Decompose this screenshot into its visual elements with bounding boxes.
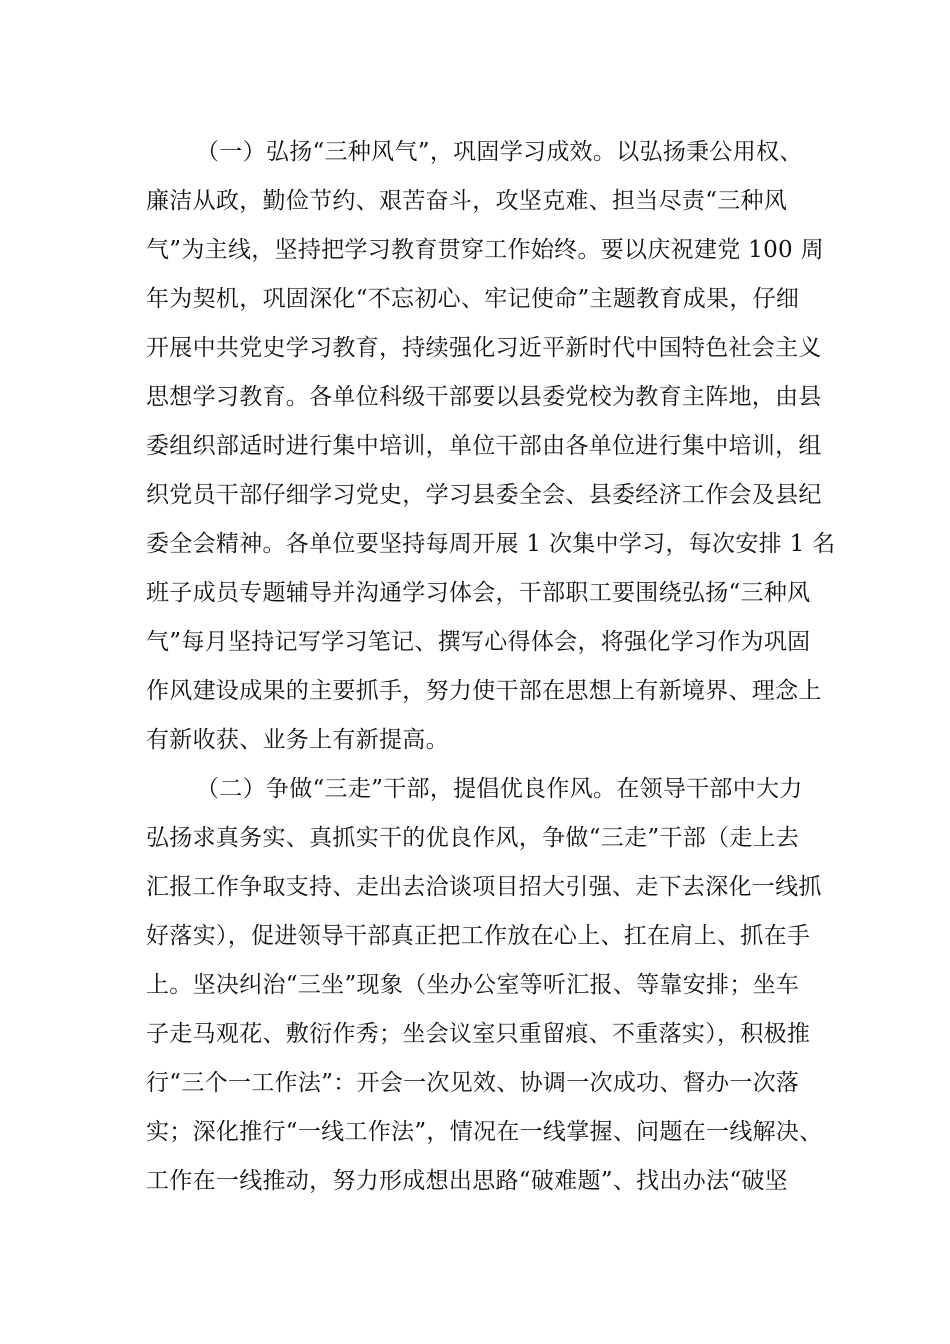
paragraph-1-line-1: （一）弘扬“三种风气”，巩固学习成效。以弘扬秉公用权、 bbox=[196, 139, 803, 165]
paragraph-1-line-2: 廉洁从政，勤俭节约、艰苦奋斗，攻坚克难、担当尽责“三种风 bbox=[146, 188, 788, 214]
paragraph-2-line-2: 弘扬求真务实、真抓实干的优良作风，争做“三走”干部（走上去 bbox=[146, 825, 800, 851]
paragraph-1-line-10: 班子成员专题辅导并沟通学习体会，干部职工要围绕弘扬“三种风 bbox=[146, 580, 811, 606]
paragraph-2-line-6: 子走马观花、敷衍作秀；坐会议室只重留痕、不重落实），积极推 bbox=[146, 1021, 811, 1047]
paragraph-2-line-3: 汇报工作争取支持、走出去洽谈项目招大引强、走下去深化一线抓 bbox=[146, 874, 822, 900]
paragraph-1-line-9: 委全会精神。各单位要坚持每周开展 1 次集中学习，每次安排 1 名 bbox=[146, 531, 836, 557]
paragraph-2-line-8: 实；深化推行“一线工作法”，情况在一线掌握、问题在一线解决、 bbox=[146, 1119, 823, 1145]
paragraph-1-line-7: 委组织部适时进行集中培训，单位干部由各单位进行集中培训，组 bbox=[146, 433, 822, 459]
paragraph-1-line-5: 开展中共党史学习教育，持续强化习近平新时代中国特色社会主义 bbox=[146, 335, 822, 361]
paragraph-1-line-3: 气”为主线，坚持把学习教育贯穿工作始终。要以庆祝建党 100 周 bbox=[146, 237, 824, 263]
paragraph-1-line-8: 织党员干部仔细学习党史，学习县委全会、县委经济工作会及县纪 bbox=[146, 482, 822, 508]
paragraph-2-line-7: 行“三个一工作法”：开会一次见效、协调一次成功、督办一次落 bbox=[146, 1070, 800, 1096]
paragraph-1-line-6: 思想学习教育。各单位科级干部要以县委党校为教育主阵地，由县 bbox=[146, 384, 822, 410]
paragraph-1-line-4: 年为契机，巩固深化“不忘初心、牢记使命”主题教育成果，仔细 bbox=[146, 286, 800, 312]
paragraph-1-line-13: 有新收获、业务上有新提高。 bbox=[146, 727, 449, 753]
paragraph-1-line-11: 气”每月坚持记写学习笔记、撰写心得体会，将强化学习作为巩固 bbox=[146, 629, 811, 655]
paragraph-2-line-4: 好落实），促进领导干部真正把工作放在心上、扛在肩上、抓在手 bbox=[146, 923, 811, 949]
paragraph-2-line-1: （二）争做“三走”干部，提倡优良作风。在领导干部中大力 bbox=[196, 776, 803, 802]
paragraph-1-line-12: 作风建设成果的主要抓手，努力使干部在思想上有新境界、理念上 bbox=[146, 678, 822, 704]
paragraph-2-line-5: 上。坚决纠治“三坐”现象（坐办公室等听汇报、等靠安排；坐车 bbox=[146, 972, 800, 998]
paragraph-2-line-9: 工作在一线推动，努力形成想出思路“破难题”、找出办法“破坚 bbox=[146, 1168, 788, 1194]
